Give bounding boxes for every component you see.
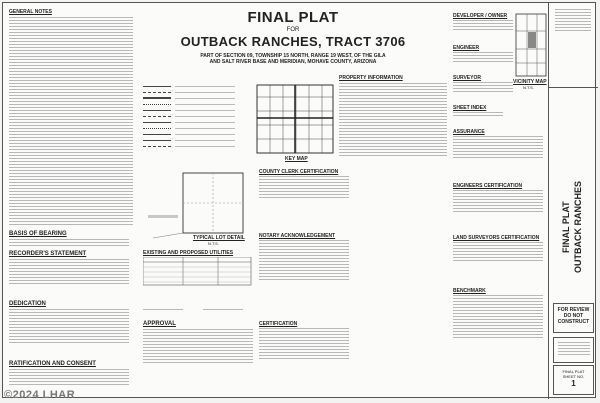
title-strip	[548, 3, 598, 399]
title-for: FOR	[286, 27, 300, 33]
vicinity-map	[515, 13, 547, 77]
review-box	[553, 303, 594, 333]
subdivision-name: OUTBACK RANCHES, TRACT 3706	[180, 34, 406, 49]
typical-lot-header: TYPICAL LOT DETAIL	[193, 235, 245, 241]
review-do-not: DO NOT	[563, 313, 584, 319]
watermark: ©2024 LHAR	[4, 389, 76, 401]
vicinity-map-scale: N.T.S.	[523, 85, 534, 90]
strip-subdivision: OUTBACK RANCHES	[573, 181, 583, 273]
plat-title: FINAL PLAT	[247, 9, 339, 26]
ratification-header: RATIFICATION AND CONSENT	[9, 361, 96, 367]
plat-sheet	[2, 2, 596, 398]
engineer-header: ENGINEER	[453, 45, 480, 51]
sheet-box-title: FINAL PLAT	[562, 369, 585, 374]
signature-lines	[143, 299, 253, 317]
utilities-header: EXISTING AND PROPOSED UTILITIES	[143, 250, 234, 256]
approval-header: APPROVAL	[143, 321, 176, 327]
engineers-cert-header: ENGINEERS CERTIFICATION	[453, 183, 523, 189]
legal-description-1: PART OF SECTION 09, TOWNSHIP 15 NORTH, RANGE 19 WEST, OF THE GILA	[200, 53, 386, 59]
strip-final-plat: FINAL PLAT	[561, 201, 571, 253]
sheet-no-label: SHEET NO.	[562, 374, 585, 379]
firm-block	[549, 3, 598, 88]
general-notes-text	[9, 17, 133, 227]
dedication-header: DEDICATION	[9, 301, 46, 307]
general-notes-header: GENERAL NOTES	[9, 9, 52, 15]
property-information	[339, 75, 449, 81]
county-clerk-header: COUNTY CLERK CERTIFICATION	[259, 169, 339, 175]
left-column	[9, 9, 133, 367]
benchmark-header: BENCHMARK	[453, 288, 486, 294]
sheet-index-header: SHEET INDEX	[453, 105, 487, 111]
surveyor-header: SURVEYOR	[453, 75, 481, 81]
developer-header: DEVELOPER / OWNER	[453, 13, 508, 19]
review-construct: CONSTRUCT	[557, 319, 590, 325]
typical-lot-scale: N.T.S.	[208, 241, 219, 246]
recorders-statement-header: RECORDER'S STATEMENT	[9, 251, 87, 257]
sheet-number-box	[553, 365, 594, 395]
key-map-header: KEY MAP	[285, 156, 308, 162]
certification-header: CERTIFICATION	[259, 321, 298, 327]
legal-description-2: AND SALT RIVER BASE AND MERIDIAN, MOHAVE COUNTY, ARIZONA	[209, 59, 377, 65]
review-for: FOR REVIEW	[557, 307, 590, 313]
legend	[143, 83, 253, 149]
sheet-number: 1	[571, 379, 576, 388]
land-surveyors-cert-header: LAND SURVEYORS CERTIFICATION	[453, 235, 540, 241]
title-block	[143, 9, 443, 65]
utilities-table	[143, 257, 253, 287]
key-map	[255, 83, 335, 155]
notary-header: NOTARY ACKNOWLEDGEMENT	[259, 233, 336, 239]
basis-of-bearing-header: BASIS OF BEARING	[9, 231, 67, 237]
drawing-info-box	[553, 337, 594, 363]
vicinity-map-header: VICINITY MAP	[513, 79, 547, 85]
property-info-header: PROPERTY INFORMATION	[339, 75, 403, 81]
assurance-header: ASSURANCE	[453, 129, 485, 135]
